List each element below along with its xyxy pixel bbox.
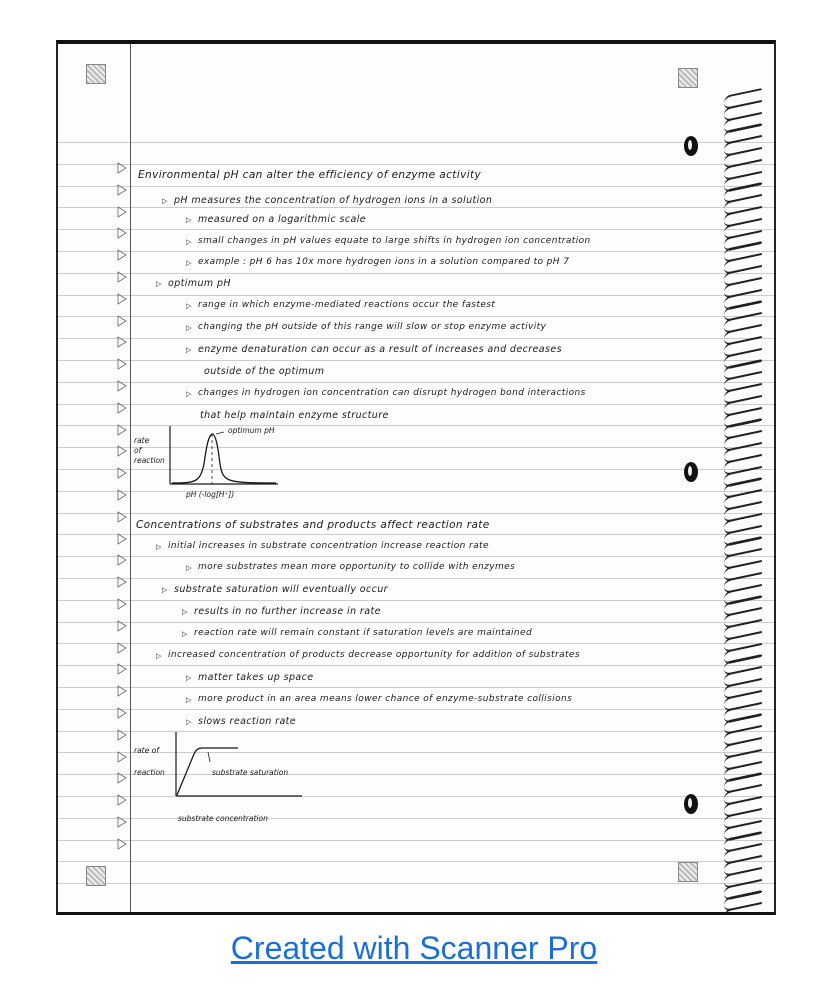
triangle-bullet-icon: ▷ xyxy=(186,302,192,310)
substrate-graph-xlabel: substrate concentration xyxy=(178,814,268,823)
note-line: measured on a logarithmic scale xyxy=(198,214,366,225)
triangle-bullet-icon: ▷ xyxy=(156,543,162,551)
note-line: results in no further increase in rate xyxy=(194,606,381,617)
triangle-bullet-icon: ▷ xyxy=(162,197,168,205)
triangle-bullet-icon: ▷ xyxy=(182,630,188,638)
ph-graph-ylabel: reaction xyxy=(134,456,165,465)
note-line: slows reaction rate xyxy=(198,716,297,727)
note-line: increased concentration of products decrease opportunity for addition of substrates xyxy=(168,650,580,660)
note-line: range in which enzyme-mediated reactions occur the fastest xyxy=(198,300,496,310)
ph-optimum-label: optimum pH xyxy=(228,426,275,435)
triangle-bullet-icon: ▷ xyxy=(182,608,188,616)
triangle-bullet-icon: ▷ xyxy=(186,216,192,224)
triangle-bullet-icon: ▷ xyxy=(186,718,192,726)
substrate-graph-ylabel: reaction xyxy=(134,768,165,777)
triangle-bullet-icon: ▷ xyxy=(186,390,192,398)
triangle-bullet-icon: ▷ xyxy=(186,696,192,704)
note-line: more substrates mean more opportunity to collide with enzymes xyxy=(198,562,516,572)
triangle-bullet-icon: ▷ xyxy=(162,586,168,594)
note-line: optimum pH xyxy=(168,278,231,289)
triangle-bullet-icon: ▷ xyxy=(186,564,192,572)
scanner-pro-link[interactable]: Created with Scanner Pro xyxy=(230,930,598,966)
triangle-bullet-icon: ▷ xyxy=(186,259,192,267)
note-line: small changes in pH values equate to large shifts in hydrogen ion concentration xyxy=(198,236,591,246)
note-line: more product in an area means lower chance of enzyme-substrate collisions xyxy=(198,694,573,704)
triangle-bullet-icon: ▷ xyxy=(186,674,192,682)
substrate-graph-ylabel: rate of xyxy=(134,746,159,755)
note-line: enzyme denaturation can occur as a result of increases and decreases xyxy=(198,344,562,355)
note-line: pH measures the concentration of hydrogen ions in a solution xyxy=(174,195,493,206)
section-heading: Concentrations of substrates and products affect reaction rate xyxy=(136,519,490,531)
ph-peak-pointer xyxy=(216,432,224,434)
notebook-page xyxy=(56,40,776,915)
note-line: reaction rate will remain constant if saturation levels are maintained xyxy=(194,628,533,638)
ph-graph-xlabel: pH (-log[H⁺]) xyxy=(186,490,235,499)
ph-bell-curve xyxy=(172,434,276,483)
handwritten-notes xyxy=(58,44,774,912)
ph-graph-ylabel: rate xyxy=(134,436,150,445)
saturation-label: substrate saturation xyxy=(212,768,289,777)
saturation-pointer xyxy=(208,752,210,762)
note-line: matter takes up space xyxy=(198,672,314,683)
note-line: example : pH 6 has 10x more hydrogen ions in a solution compared to pH 7 xyxy=(198,257,570,267)
note-line-continued: that help maintain enzyme structure xyxy=(200,410,389,421)
triangle-bullet-icon: ▷ xyxy=(156,280,162,288)
triangle-bullet-icon: ▷ xyxy=(186,238,192,246)
scanner-footer xyxy=(0,930,828,967)
note-line: initial increases in substrate concentration increase reaction rate xyxy=(168,541,489,551)
note-line-continued: outside of the optimum xyxy=(204,366,325,377)
section-heading: Environmental pH can alter the efficiency of enzyme activity xyxy=(138,169,482,181)
note-line: changing the pH outside of this range will slow or stop enzyme activity xyxy=(198,322,547,332)
note-line: substrate saturation will eventually occur xyxy=(174,584,388,595)
triangle-bullet-icon: ▷ xyxy=(186,346,192,354)
triangle-bullet-icon: ▷ xyxy=(156,652,162,660)
note-line: changes in hydrogen ion concentration can disrupt hydrogen bond interactions xyxy=(198,388,586,398)
ph-graph-ylabel: of xyxy=(134,446,142,455)
triangle-bullet-icon: ▷ xyxy=(186,324,192,332)
